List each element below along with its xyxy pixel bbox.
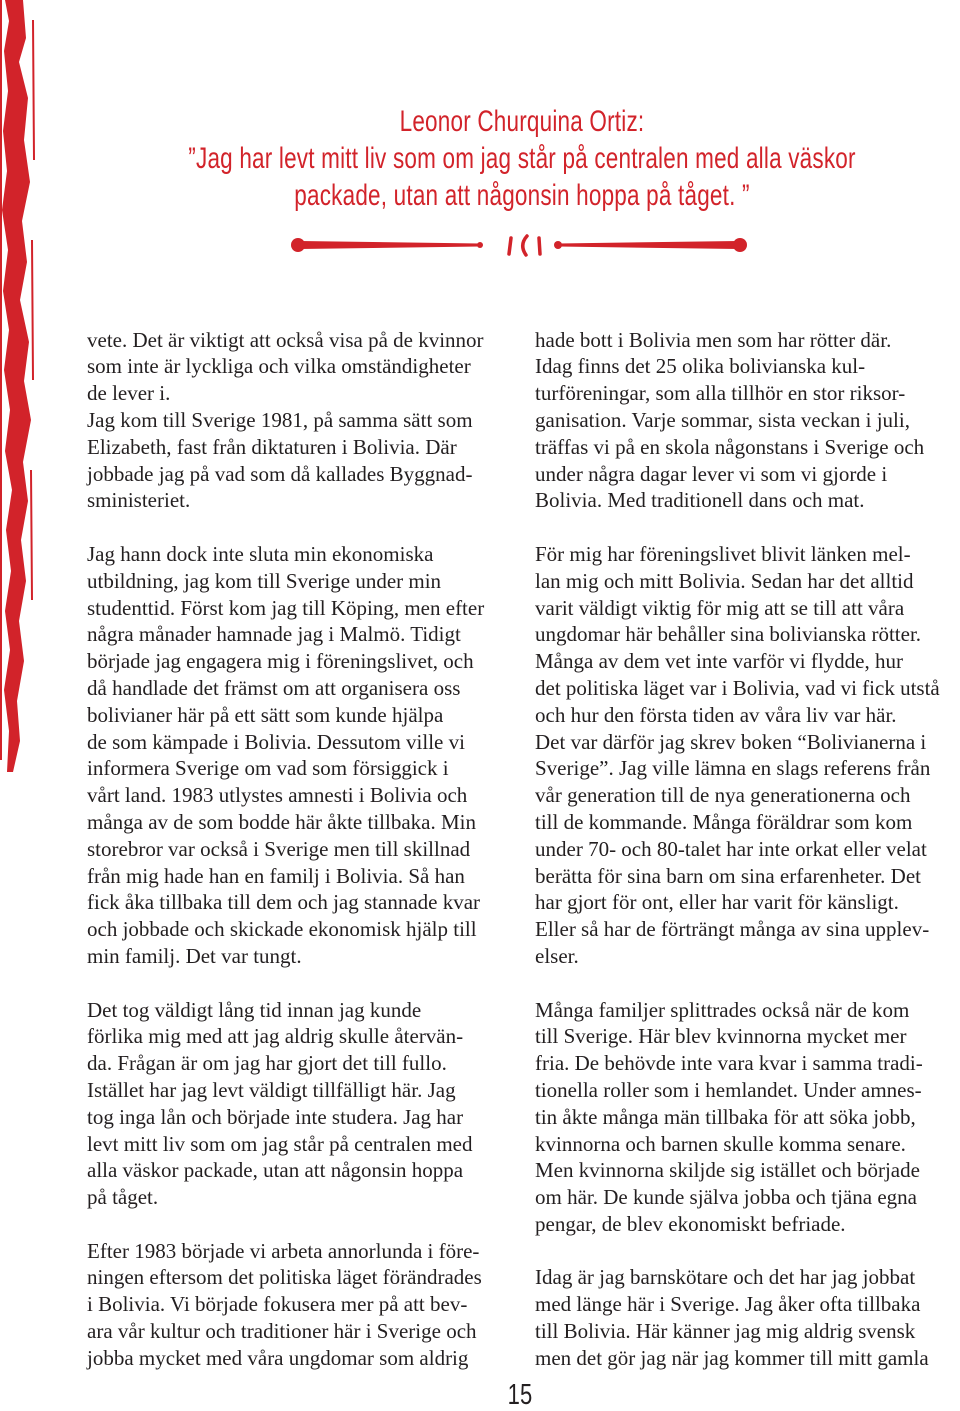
text-line: Elizabeth, fast från diktaturen i Bolivia. Där [87,434,457,459]
text-line: ungdomar här behåller sina bolivianska rötter. [535,622,922,647]
text-line: de lever i. [87,381,171,406]
text-line: pengar, de blev ekonomiskt befriade. [535,1211,846,1236]
text-line: har gjort för ont, eller har varit för känsligt. [535,890,899,915]
text-line: elser. [535,943,579,968]
text-line: da. Frågan är om jag har gjort det till fullo. [87,1051,447,1076]
text-line: och hur den första tiden av våra liv var här. [535,702,897,727]
text-line: studenttid. Först kom jag till Köping, men efter [87,595,485,620]
paragraph [87,1238,517,1372]
text-line: Eller så har de förträngt många av sina upplev- [535,917,930,942]
text-line: under några dagar lever vi som vi gjorde i [535,461,888,486]
text-line: kvinnorna och barnen skulle komma senare. [535,1131,906,1156]
text-line: levt mitt liv som om jag står på centralen med [87,1131,473,1156]
text-line: ningen eftersom det politiska läget förändrades [87,1265,482,1290]
text-line: några månader hamnade jag i Malmö. Tidigt [87,622,461,647]
text-line: från mig hade han en familj i Bolivia. Så han [87,863,465,888]
pull-quote-line: ”Jag har levt mitt liv som om jag står på centralen med alla väskor [188,142,856,175]
paragraph [535,997,955,1238]
text-line: och jobbade och skickade ekonomisk hjälp till [87,917,477,942]
text-line: sministeriet. [87,488,191,513]
text-line: då handlade det främst om att organisera oss [87,675,461,700]
text-line: jobbade jag på vad som då kallades Byggnad- [87,461,473,486]
paragraph [87,327,517,515]
text-line: tog inga lån och började inte studera. Jag har [87,1104,464,1129]
page-number [495,1380,545,1410]
interviewee-name: Leonor Churquina Ortiz: [399,105,645,138]
left-column [87,327,517,1399]
text-line: berätta för sina barn om sina erfarenheter. Det [535,863,921,888]
text-line: min familj. Det var tungt. [87,943,302,968]
text-line: Idag finns det 25 olika bolivianska kul- [535,354,866,379]
text-line: det politiska läget var i Bolivia, vad vi fick utstå [535,675,940,700]
paragraph [87,541,517,970]
text-line: Det var därför jag skrev boken “Bolivianerna i [535,729,927,754]
text-line: till Sverige. Här blev kvinnorna mycket mer [535,1024,907,1049]
right-column [535,327,955,1399]
text-line: Bolivia. Med traditionell dans och mat. [535,488,865,513]
text-line: som inte är lyckliga och vilka omständigheter [87,354,471,379]
text-line: tionella roller som i hemlandet. Under amnes- [535,1077,922,1102]
text-line: men det gör jag när jag kommer till mitt gamla [535,1345,929,1370]
text-line: i Bolivia. Vi började fokusera mer på att bev- [87,1292,468,1317]
text-line: under 70- och 80-talet har inte orkat eller velat [535,836,927,861]
brush-border [0,0,40,780]
text-line: med länge här i Sverige. Jag åker ofta tillbaka [535,1292,921,1317]
text-line: vårt land. 1983 utlystes amnesti i Bolivia och [87,783,468,808]
text-line: förlika mig med att jag aldrig skulle återvän- [87,1024,464,1049]
text-line: varit väldigt viktig för mig att se till att våra [535,595,905,620]
text-line: fick åka tillbaka till dem och jag stannade kvar [87,890,481,915]
text-line: började jag engagera mig i föreningslivet, och [87,649,474,674]
paragraph [535,541,955,970]
text-line: vete. Det är viktigt att också visa på de kvinnor [87,327,484,352]
page-number-text: 15 [507,1378,533,1411]
text-line: ara vår kultur och traditioner här i Sverige och [87,1319,477,1344]
text-line: Men kvinnorna skiljde sig istället och började [535,1158,920,1183]
text-line: storebror var också i Sverige men till skillnad [87,836,471,861]
text-line: Många familjer splittrades också när de kom [535,997,910,1022]
text-line: ganisation. Varje sommar, sista veckan i juli, [535,407,910,432]
text-line: Idag är jag barnskötare och det har jag jobbat [535,1265,916,1290]
text-line: Istället har jag levt väldigt tillfälligt här. Jag [87,1077,456,1102]
text-line: utbildning, jag kom till Sverige under min [87,568,442,593]
text-line: vår generation till de nya generationerna och [535,783,911,808]
text-line: Det tog väldigt lång tid innan jag kunde [87,997,422,1022]
text-line: För mig har föreningslivet blivit länken mel- [535,541,911,566]
text-line: lan mig och mitt Bolivia. Sedan har det alltid [535,568,914,593]
article-header [102,103,942,214]
text-line: Jag kom till Sverige 1981, på samma sätt som [87,407,473,432]
text-line: på tåget. [87,1185,159,1210]
text-line: fria. De behövde inte vara kvar i samma tradi- [535,1051,923,1076]
text-line: träffas vi på en skola någonstans i Sverige och [535,434,925,459]
decorative-divider [280,227,760,263]
paragraph [535,1264,955,1371]
text-line: Jag hann dock inte sluta min ekonomiska [87,541,434,566]
text-line: till Bolivia. Här känner jag mig aldrig svensk [535,1319,916,1344]
text-line: hade bott i Bolivia men som har rötter där. [535,327,892,352]
paragraph [87,997,517,1211]
paragraph [535,327,955,515]
pull-quote-line: packade, utan att någonsin hoppa på tåget. ” [294,179,750,212]
text-line: alla väskor packade, utan att någonsin hoppa [87,1158,464,1183]
text-line: om här. De kunde själva jobba och tjäna egna [535,1185,917,1210]
text-line: många av de som bodde här åkte tillbaka. Min [87,809,476,834]
text-line: de som kämpade i Bolivia. Dessutom ville vi [87,729,465,754]
text-line: turföreningar, som alla tillhör en stor riksor- [535,381,906,406]
text-line: tin åkte många män tillbaka för att söka jobb, [535,1104,916,1129]
text-line: Många av dem vet inte varför vi flydde, hur [535,649,903,674]
text-line: bolivianer här på ett sätt som kunde hjälpa [87,702,444,727]
text-line: till de kommande. Många föräldrar som kom [535,809,913,834]
text-line: Efter 1983 började vi arbeta annorlunda i före- [87,1238,480,1263]
text-line: jobba mycket med våra ungdomar som aldrig [87,1345,469,1370]
text-line: informera Sverige om vad som försiggick i [87,756,449,781]
text-line: Sverige”. Jag ville lämna en slags referens från [535,756,931,781]
